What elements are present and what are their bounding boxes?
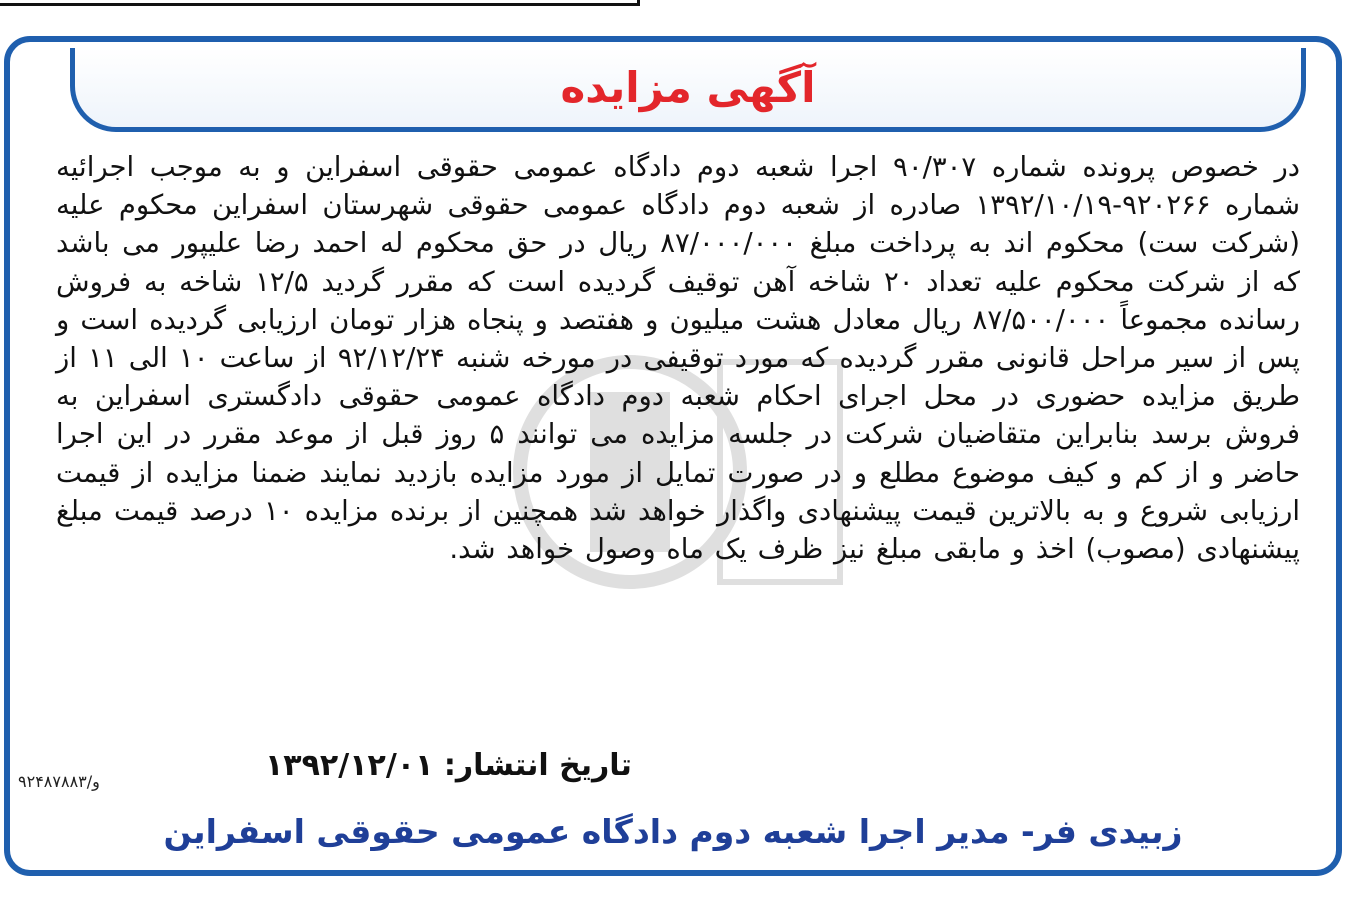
notice-body: در خصوص پرونده شماره ۹۰/۳۰۷ اجرا شعبه دوم دادگاه عمومی حقوقی اسفراین و به موجب اجرائیه شماره ۹۲۰۲۶۶-۱۳۹۲/۱۰/۱۹ صادره از شعبه دوم دادگاه عمومی حقوقی شهرستان اسفراین محکوم علیه (شرکت ست) محکوم اند به پرداخت مبلغ ۸۷/۰۰۰/۰۰۰ ریال در حق محکوم له احمد رضا علیپور می باشد که از شرکت محکوم علیه تعداد ۲۰ شاخه آهن توقیف گردیده است که مقرر گردید ۱۲/۵ شاخه به فروش رسانده مجموعاً ۸۷/۵۰۰/۰۰۰ ریال معادل هشت میلیون و هفتصد و پنجاه هزار تومان ارزیابی گردیده است و پس از سیر مراحل قانونی مقرر گردیده که مورد توقیفی در مورخه شنبه ۹۲/۱۲/۲۴ از ساعت ۱۰ الی ۱۱ از طریق مزایده حضوری در محل اجرای احکام شعبه دوم دادگاه عمومی حقوقی دادگستری اسفراین به فروش برسد بنابراین متقاضیان شرکت در جلسه مزایده می توانند ۵ روز قبل از موعد مقرر در این اجرا حاضر و از کم و کیف موضوع مطلع و در صورت تمایل از مورد مزایده بازدید نمایند ضمنا مزایده از قیمت ارزیابی شروع و به بالاترین قیمت پیشنهادی واگذار خواهد شد همچنین از برنده مزایده ۱۰ درصد قیمت مبلغ پیشنهادی (مصوب) اخذ و مابقی مبلغ نیز ظرف یک ماه وصول خواهد شد. [56,151,1300,566]
notice-frame [4,36,1342,876]
publish-date: تاریخ انتشار: ۱۳۹۲/۱۲/۰۱ [265,748,632,783]
signature-line: زبیدی فر- مدیر اجرا شعبه دوم دادگاه عمومی حقوقی اسفراین [163,812,1183,851]
reference-code: و/۹۲۴۸۷۸۸۳ [18,772,100,791]
notice-title: آگهی مزایده [560,63,816,112]
title-banner [70,48,1306,132]
top-border-strip [0,0,640,6]
